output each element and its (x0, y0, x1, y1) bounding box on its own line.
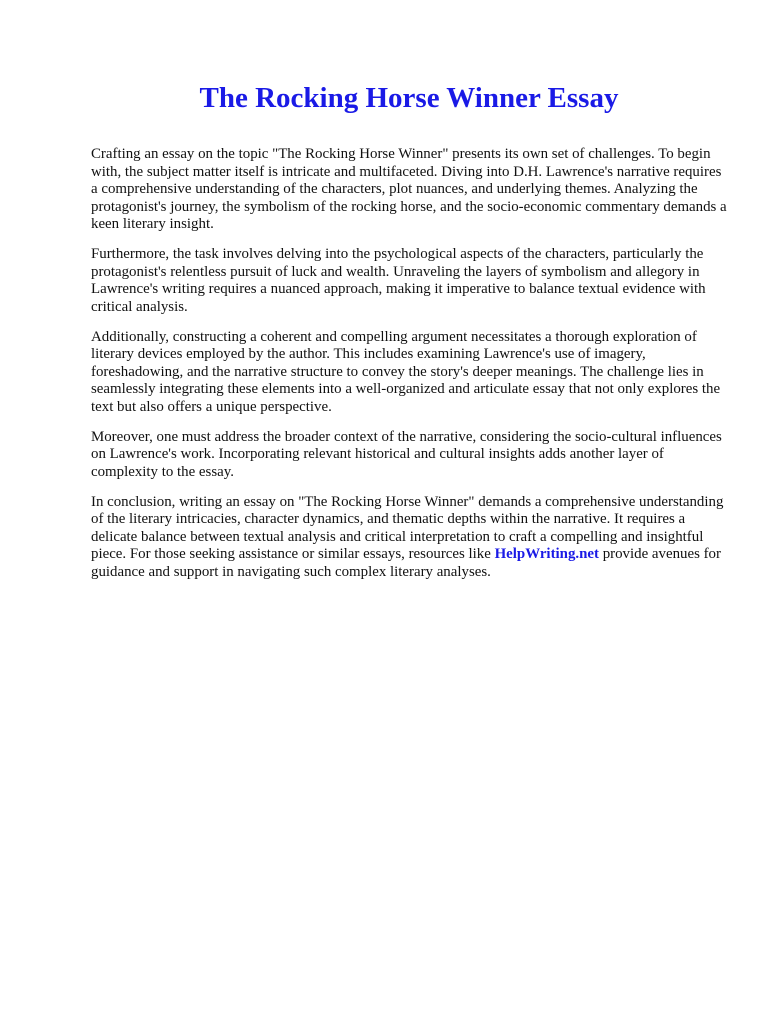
paragraph-conclusion (91, 494, 731, 582)
conclusion-text-end: provide avenues for guidance and support in navigating such complex literary analyses. (91, 546, 721, 580)
page-title: The Rocking Horse Winner Essay (199, 82, 619, 114)
paragraph-3: Additionally, constructing a coherent and compelling argument necessitates a thorough exploration of literary devices employed by the author. This includes examining Lawrence's use of imagery, foreshadowing, and the narrative structure to convey the story's deeper meanings. The challenge lies in seamlessly integrating these elements into a well-organized and articulate essay that not only explores the text but also offers a unique perspective. (91, 328, 721, 415)
paragraph-4: Moreover, one must address the broader context of the narrative, considering the socio-cultural influences on Lawrence's work. Incorporating relevant historical and cultural insights adds another layer of complexity to the essay. (91, 428, 722, 480)
paragraph-2: Furthermore, the task involves delving into the psychological aspects of the characters, particularly the protagonist's relentless pursuit of luck and wealth. Unraveling the layers of symbolism and allegory in Lawrence's writing requires a nuanced approach, making it imperative to balance textual evidence with critical analysis. (91, 246, 706, 315)
paragraph-1: Crafting an essay on the topic "The Rocking Horse Winner" presents its own set of challenges. To begin with, the subject matter itself is intricate and multifaceted. Diving into D.H. Lawrence's narrative requires a comprehensive understanding of the characters, plot nuances, and underlying themes. Analyzing the protagonist's journey, the symbolism of the rocking horse, and the socio-economic commentary demands a keen literary insight. (91, 146, 727, 232)
helpwriting-link[interactable]: HelpWriting.net (494, 546, 599, 562)
essay-body (91, 146, 731, 594)
conclusion-text-start: In conclusion, writing an essay on "The Rocking Horse Winner" demands a comprehensive understanding of the literary intricacies, character dynamics, and thematic depths within the narrative. It requires a delicate balance between textual analysis and critical interpretation to craft a compelling and insightful piece. For those seeking assistance or similar essays, resources like (91, 493, 724, 562)
